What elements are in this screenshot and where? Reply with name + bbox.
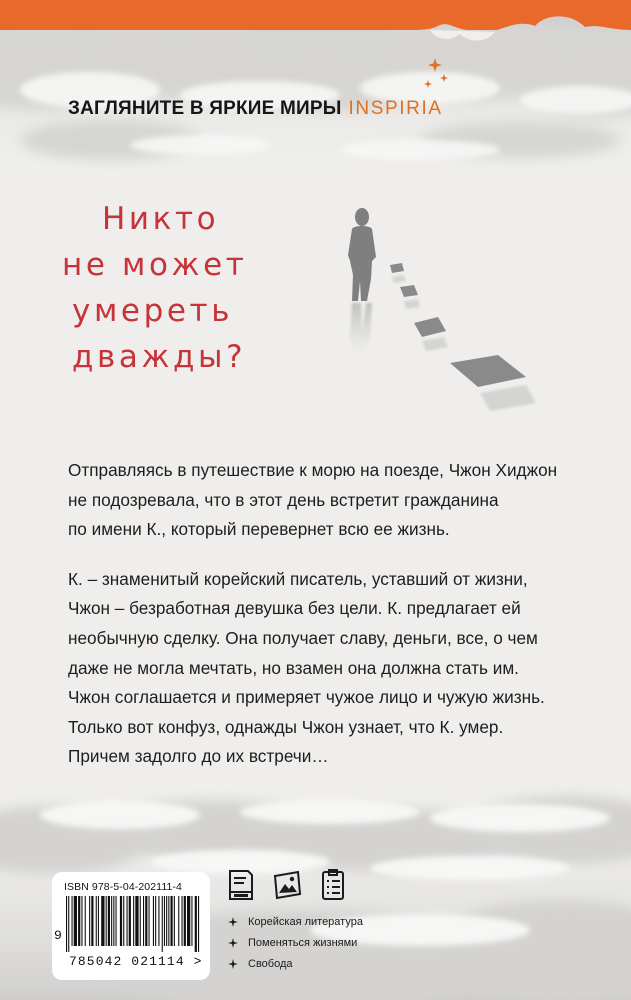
description-line: необычную сделку. Она получает славу, деньги, все, о чем bbox=[68, 627, 538, 648]
ean-first-digit: 9 bbox=[54, 928, 62, 943]
barcode-bar bbox=[174, 896, 175, 946]
description-line: Только вот конфуз, однажды Чжон узнает, что К. умер. bbox=[68, 716, 504, 737]
book-icon bbox=[226, 868, 256, 902]
barcode-bar bbox=[140, 896, 141, 946]
barcode-bar bbox=[195, 896, 197, 952]
tagline-line-4: дважды? bbox=[72, 339, 247, 375]
barcode-bar bbox=[143, 896, 144, 946]
series-label: ЗАГЛЯНИТЕ В ЯРКИЕ МИРЫ bbox=[68, 98, 342, 119]
tagline bbox=[62, 196, 302, 386]
barcode-bar bbox=[184, 896, 186, 946]
isbn-number: ISBN 978-5-04-202111-4 bbox=[64, 881, 182, 893]
barcode-bar bbox=[164, 896, 165, 946]
sparkle-icon bbox=[422, 58, 452, 94]
barcode-bar bbox=[158, 896, 159, 946]
barcode-bar bbox=[178, 896, 179, 946]
tagline-line-3: умереть bbox=[72, 293, 234, 329]
tagline-line-2: не может bbox=[62, 247, 248, 283]
description-paragraph-2 bbox=[68, 565, 588, 772]
description-line: по имени К., который перевернет всю ее жизнь. bbox=[68, 519, 450, 540]
tag-item bbox=[228, 933, 428, 954]
book-description bbox=[68, 456, 588, 792]
barcode-bar bbox=[191, 896, 192, 946]
barcode-bar bbox=[166, 896, 167, 946]
barcode-bar bbox=[123, 896, 124, 946]
barcode-bar bbox=[108, 896, 110, 946]
picture-icon bbox=[272, 868, 302, 902]
barcode-bar bbox=[106, 896, 107, 946]
star-bullet-icon bbox=[228, 917, 238, 927]
description-line: Чжон соглашается и примеряет чужое лицо и чужую жизнь. bbox=[68, 687, 545, 708]
barcode-bar bbox=[74, 896, 77, 946]
barcode-bar bbox=[116, 896, 117, 946]
barcode-bar bbox=[153, 896, 154, 946]
barcode-bar bbox=[187, 896, 190, 946]
ean-digits: 785042 021114 > bbox=[69, 954, 203, 969]
tagline-line-1: Никто bbox=[102, 201, 220, 237]
barcode-bar bbox=[198, 896, 199, 952]
barcode-bar bbox=[168, 896, 169, 946]
barcode-bar bbox=[162, 896, 163, 952]
description-line: К. – знаменитый корейский писатель, уставший от жизни, bbox=[68, 568, 528, 589]
barcode-bar bbox=[78, 896, 80, 946]
barcode-bar bbox=[145, 896, 147, 946]
tag-label: Корейская литература bbox=[248, 916, 363, 928]
barcode-bar bbox=[96, 896, 97, 946]
star-bullet-icon bbox=[228, 938, 238, 948]
barcode-bar bbox=[149, 896, 150, 946]
barcode-bar bbox=[171, 896, 173, 946]
description-line: даже не могла мечтать, но взамен она должна стать им. bbox=[68, 657, 519, 678]
tag-label: Свобода bbox=[248, 958, 293, 970]
description-line: не подозревала, что в этот день встретит гражданина bbox=[68, 489, 499, 510]
barcode-bar bbox=[68, 896, 69, 952]
publisher-logo: INSPIRIA bbox=[348, 98, 443, 119]
walking-figure-illustration bbox=[330, 205, 570, 435]
checklist-icon bbox=[318, 868, 348, 902]
barcode-bar bbox=[129, 896, 131, 946]
barcode-bar bbox=[113, 896, 114, 946]
genre-icons bbox=[226, 868, 356, 904]
barcode-panel bbox=[52, 872, 210, 980]
barcode-bar bbox=[182, 896, 183, 946]
barcode-bar bbox=[98, 896, 99, 946]
barcode-bar bbox=[101, 896, 104, 946]
barcode-bar bbox=[127, 896, 128, 946]
tag-label: Поменяться жизнями bbox=[248, 937, 358, 949]
star-bullet-icon bbox=[228, 959, 238, 969]
description-line: Причем задолго до их встречи… bbox=[68, 746, 329, 767]
series-banner bbox=[68, 98, 488, 126]
barcode-bar bbox=[89, 896, 90, 946]
barcode-bar bbox=[81, 896, 82, 946]
genre-tags bbox=[228, 912, 428, 975]
barcode-bar bbox=[91, 896, 93, 946]
barcode-bar bbox=[111, 896, 112, 946]
description-paragraph-1 bbox=[68, 456, 588, 545]
tag-item bbox=[228, 912, 428, 933]
barcode-image bbox=[62, 896, 202, 952]
description-line: Чжон – безработная девушка без цели. К. предлагает ей bbox=[68, 598, 521, 619]
barcode-bar bbox=[135, 896, 138, 946]
barcode-bar bbox=[133, 896, 134, 946]
barcode-bar bbox=[72, 896, 73, 946]
tag-item bbox=[228, 954, 428, 975]
barcode-bar bbox=[85, 896, 86, 946]
barcode-bar bbox=[155, 896, 156, 946]
barcode-bar bbox=[66, 896, 67, 952]
description-line: Отправляясь в путешествие к морю на поезде, Чжон Хиджон bbox=[68, 460, 558, 480]
barcode-bar bbox=[120, 896, 122, 946]
